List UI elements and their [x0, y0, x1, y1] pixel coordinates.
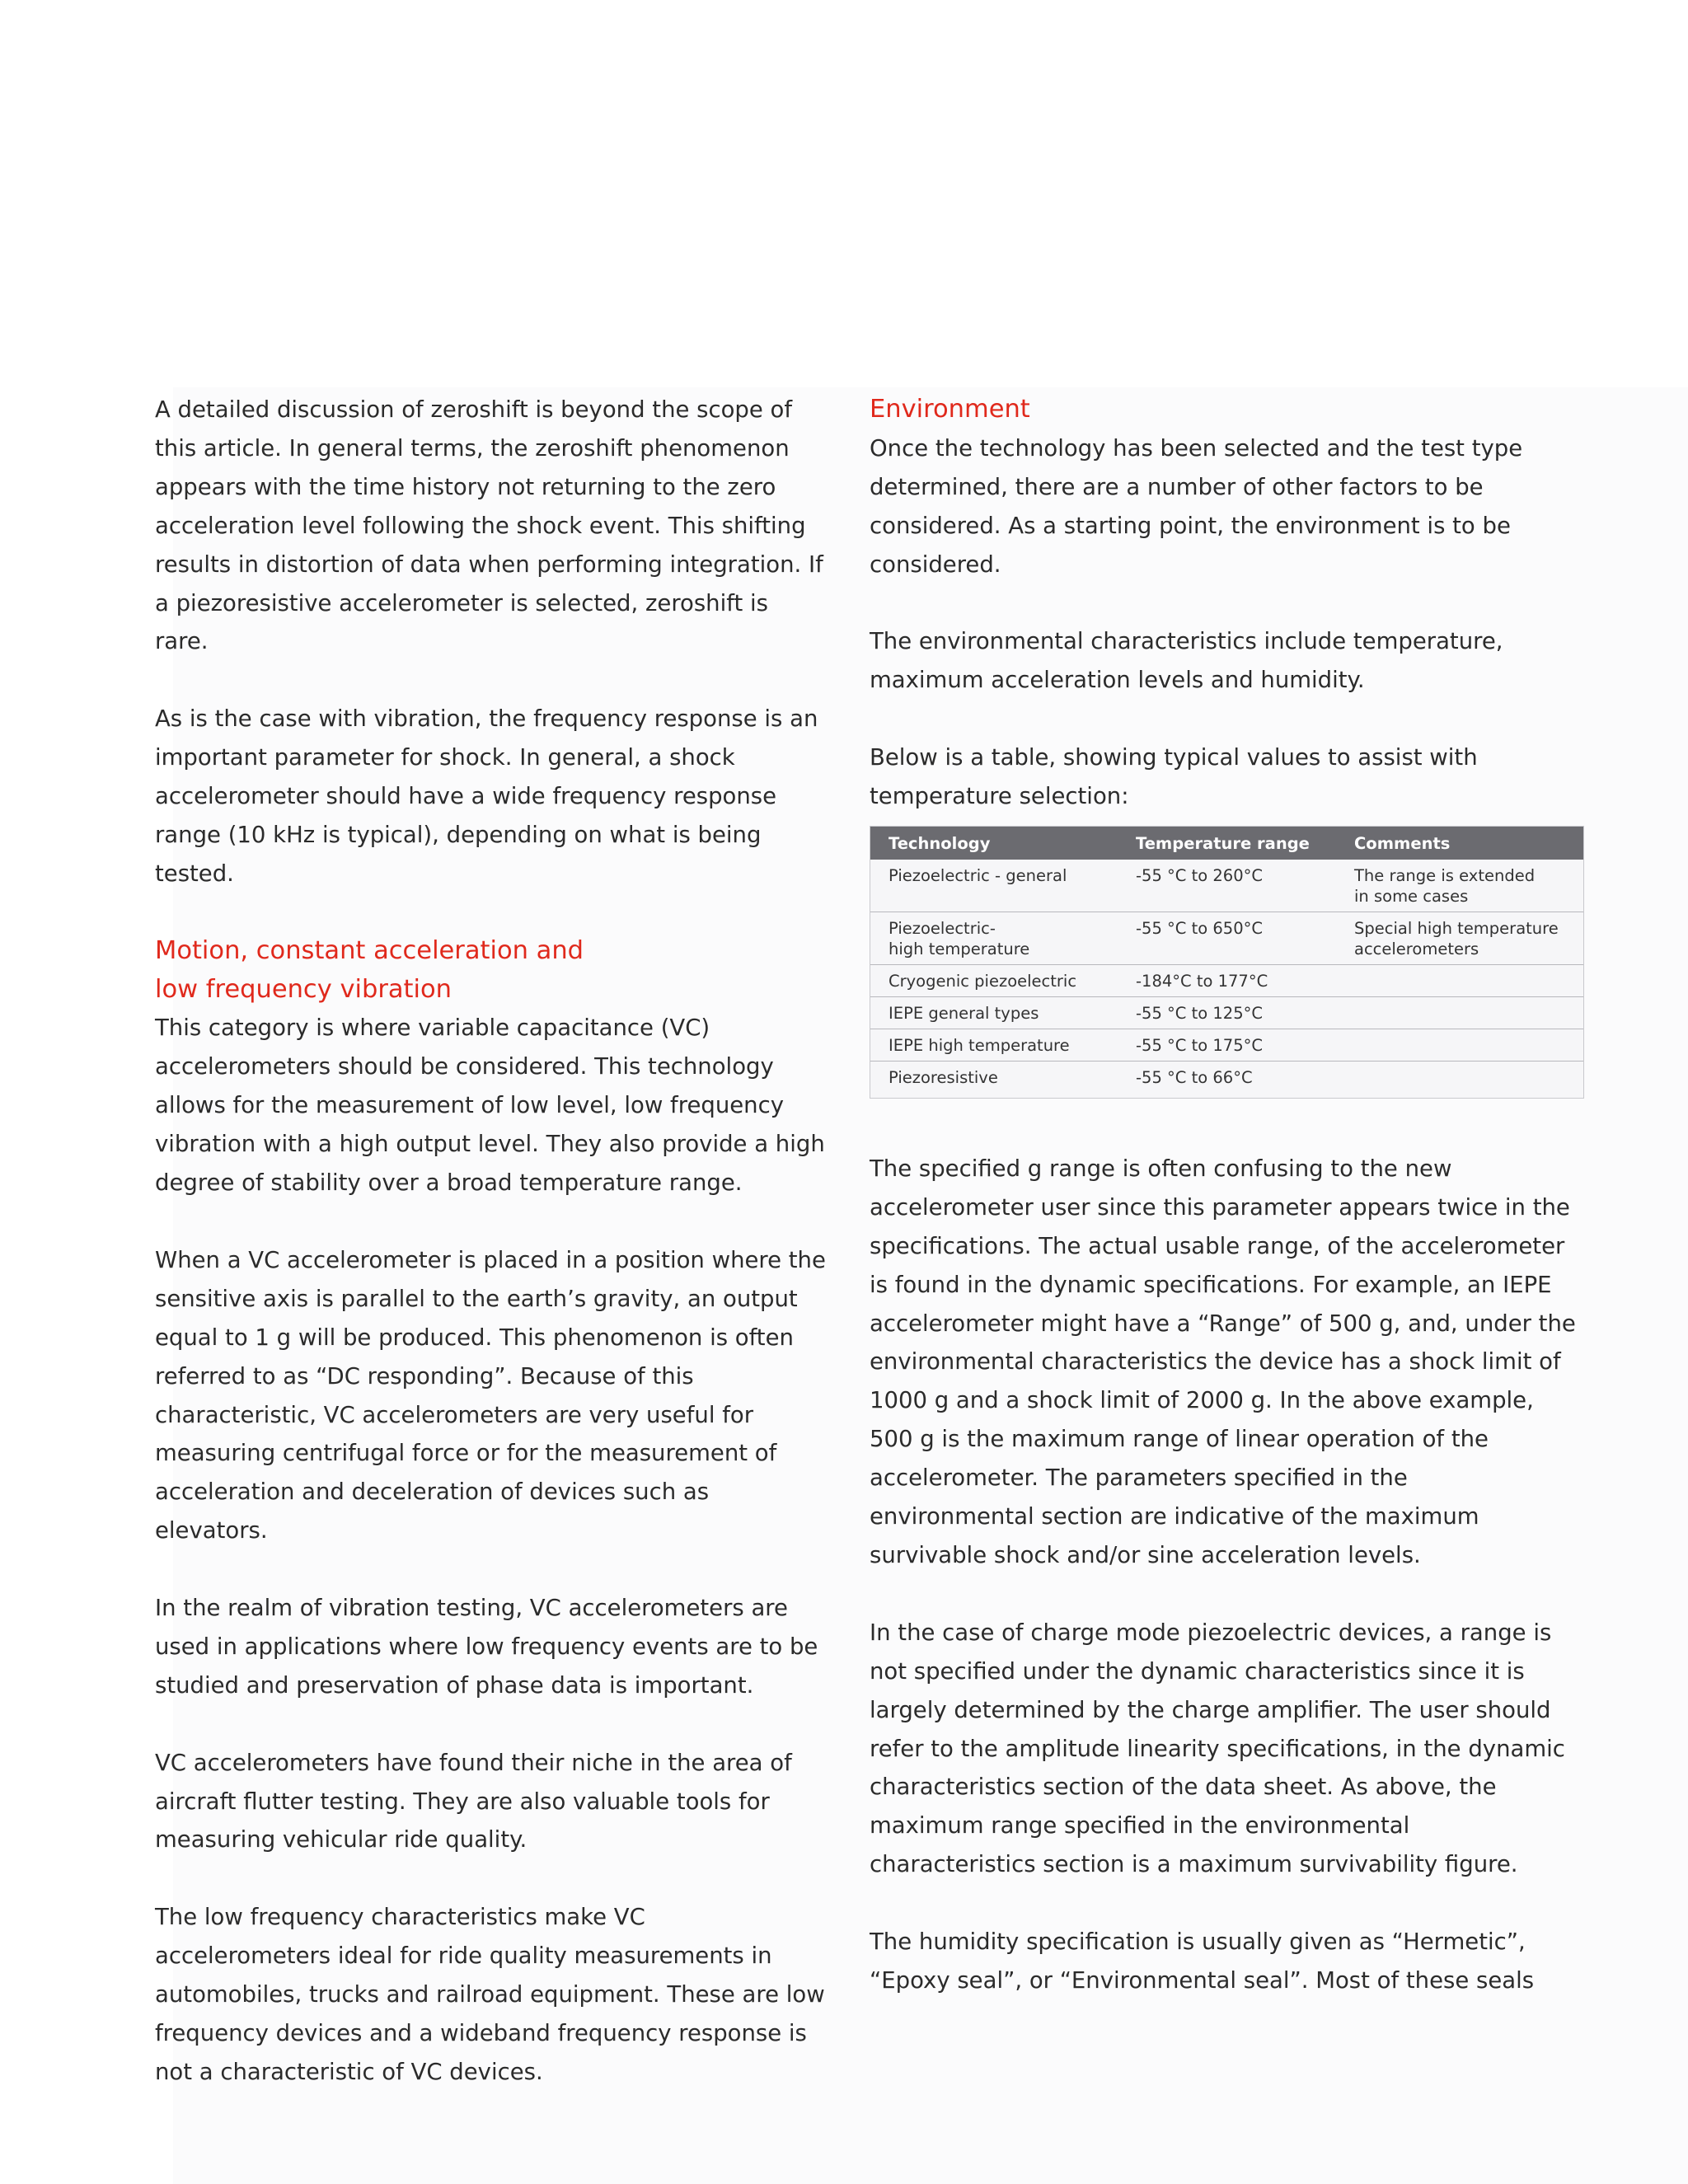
table-intro-paragraph: Below is a table, showing typical values to assist with temperature selection:: [870, 744, 1478, 810]
table-row: [870, 964, 1583, 996]
comment-line2: accelerometers: [1354, 939, 1479, 958]
environment-intro-paragraph: Once the technology has been selected and the test type determined, there are a number of other factors to be considered. As a starting point, the environment is to be considered.: [870, 434, 1523, 578]
table-row: [870, 860, 1583, 912]
range-cell: -55 °C to 66°C: [1136, 1067, 1253, 1087]
table-row: [870, 1029, 1583, 1061]
comment-line1: Special high temperature: [1354, 918, 1559, 938]
technology-cell: Piezoresistive: [889, 1067, 998, 1087]
environment-heading: Environment: [870, 395, 1030, 424]
technology-line1: Piezoelectric-: [889, 918, 996, 938]
table-row: [870, 1061, 1583, 1093]
comment-cell: [1346, 1061, 1583, 1093]
range-cell: -55 °C to 650°C: [1128, 912, 1346, 964]
technology-text: Piezoelectric - general: [889, 865, 1067, 885]
environment-characteristics-paragraph: The environmental characteristics include temperature, maximum acceleration levels and humidity.: [870, 628, 1503, 694]
humidity-paragraph: The humidity specification is usually given as “Hermetic”, “Epoxy seal”, or “Environmental seal”. Most of these seals: [870, 1929, 1535, 1994]
header-comments: Comments: [1354, 834, 1451, 854]
frequency-response-paragraph: As is the case with vibration, the frequency response is an important parameter for shock. In general, a shock accelerometer should have a wide frequency response range (10 kHz is typical), depending on what is being tested.: [155, 705, 818, 887]
comment-cell: [1346, 912, 1583, 964]
comment-line2: in some cases: [1354, 886, 1469, 906]
technology-cell: IEPE high temperature: [870, 1029, 1128, 1061]
temperature-table: [870, 827, 1583, 1093]
motion-heading-line2: low frequency vibration: [155, 974, 452, 1004]
flutter-testing-paragraph: VC accelerometers have found their niche in the area of aircraft flutter testing. They are also valuable tools for measuring vehicular ride quality.: [155, 1749, 792, 1854]
ride-quality-paragraph: The low frequency characteristics make VC accelerometers ideal for ride quality measurements in automobiles, trucks and railroad equipment. These are low frequency devices and a wideband frequency response is not a characteristic of VC devices.: [155, 1904, 825, 2085]
vibration-testing-paragraph: In the realm of vibration testing, VC accelerometers are used in applications where low frequency events are to be studied and preservation of phase data is important.: [155, 1595, 818, 1699]
comment-cell: [1346, 964, 1583, 996]
header-temperature-range: Temperature range: [1136, 834, 1310, 854]
vc-category-paragraph: This category is where variable capacitance (VC) accelerometers should be considered. This technology allows for the measurement of low level, low frequency vibration with a high output level. They also provide a high degree of stability over a broad temperature range.: [155, 1015, 825, 1197]
comment-cell: [1346, 860, 1583, 912]
range-cell: -55 °C to 125°C: [1128, 996, 1346, 1029]
charge-mode-paragraph: In the case of charge mode piezoelectric devices, a range is not specified under the dynamic characteristics since it is largely determined by the charge amplifier. The user should refer to the amplitude linearity specifications, in the dynamic characteristics section of the data sheet. As above, the maximum range specified in the environmental characteristics section is a maximum survivability figure.: [870, 1619, 1565, 1878]
right-column: [870, 391, 1578, 2039]
vc-gravity-paragraph: When a VC accelerometer is placed in a position where the sensitive axis is parallel to the earth’s gravity, an output equal to 1 g will be produced. This phenomenon is often referred to as “DC responding”. Because of this characteristic, VC accelerometers are very useful for measuring centrifugal force or for the measurement of acceleration and deceleration of devices such as elevators.: [155, 1246, 826, 1544]
range-cell: -55 °C to 175°C: [1128, 1029, 1346, 1061]
zeroshift-paragraph: A detailed discussion of zeroshift is beyond the scope of this article. In general terms, the zeroshift phenomenon appears with the time history not returning to the zero acceleration level following the shock event. This shifting results in distortion of data when performing integration. If a piezoresistive accelerometer is selected, zeroshift is rare.: [155, 396, 823, 655]
g-range-paragraph: The specified g range is often confusing to the new accelerometer user since this parameter appears twice in the specifications. The actual usable range, of the accelerometer is found in the dynamic specifications. For example, an IEPE accelerometer might have a “Range” of 500 g, and, under the environmental characteristics the device has a shock limit of 1000 g and a shock limit of 2000 g. In the above example, 500 g is the maximum range of linear operation of the accelerometer. The parameters specified in the environmental section are indicative of the maximum survivable shock and/or sine acceleration levels.: [870, 1155, 1576, 1568]
table-row: [870, 996, 1583, 1029]
left-column: [155, 391, 827, 2130]
comment-cell: [1346, 996, 1583, 1029]
range-cell: -184°C to 177°C: [1128, 964, 1346, 996]
technology-line2: high temperature: [889, 939, 1030, 958]
motion-heading-line1: Motion, constant acceleration and: [155, 935, 584, 965]
technology-cell: [870, 860, 1128, 912]
technology-cell: [870, 912, 1128, 964]
comment-line1: The range is extended: [1354, 865, 1536, 885]
comment-cell: [1346, 1029, 1583, 1061]
header-technology: Technology: [889, 834, 991, 854]
technology-cell: Cryogenic piezoelectric: [870, 964, 1128, 996]
table-row: [870, 912, 1583, 964]
temperature-table-container: [870, 826, 1584, 1099]
motion-heading: [155, 932, 827, 1010]
table-header-row: [870, 827, 1583, 860]
range-cell: -55 °C to 260°C: [1128, 860, 1346, 912]
technology-cell: IEPE general types: [870, 996, 1128, 1029]
